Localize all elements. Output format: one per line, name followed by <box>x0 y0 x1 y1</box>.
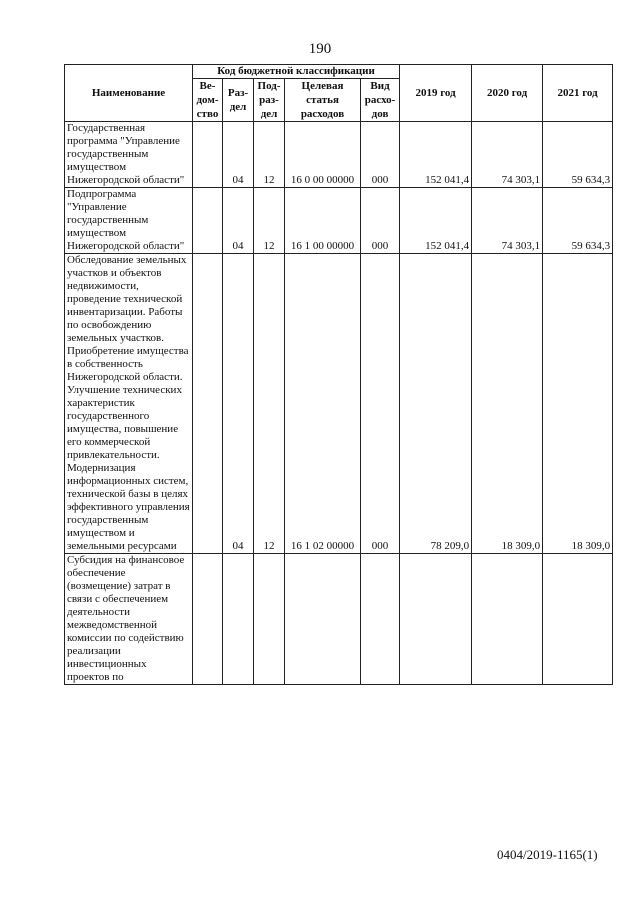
row-podrazdel: 12 <box>254 188 285 254</box>
row-2020: 18 309,0 <box>472 254 543 554</box>
document-code: 0404/2019-1165(1) <box>497 847 598 862</box>
row-2020 <box>472 554 543 685</box>
header-budget-code-group: Код бюджетной классификации <box>193 65 400 79</box>
table-row <box>65 254 613 554</box>
row-vid: 000 <box>361 188 400 254</box>
row-razdel: 04 <box>223 254 254 554</box>
row-target: 16 1 02 00000 <box>285 254 361 554</box>
row-vedomstvo <box>193 254 223 554</box>
header-2020: 2020 год <box>472 65 543 122</box>
row-razdel: 04 <box>223 122 254 188</box>
row-vedomstvo <box>193 554 223 685</box>
header-target: Целевая статья расходов <box>285 79 361 122</box>
header-row <box>65 65 613 79</box>
row-2021 <box>543 554 613 685</box>
row-razdel <box>223 554 254 685</box>
header-vedomstvo: Ве- дом- ство <box>193 79 223 122</box>
row-2019: 152 041,4 <box>400 122 472 188</box>
row-razdel: 04 <box>223 188 254 254</box>
row-vid: 000 <box>361 254 400 554</box>
row-target <box>285 554 361 685</box>
row-podrazdel: 12 <box>254 254 285 554</box>
row-vid <box>361 554 400 685</box>
header-vid: Вид расхо- дов <box>361 79 400 122</box>
row-2019: 152 041,4 <box>400 188 472 254</box>
table-body <box>65 122 613 685</box>
row-vedomstvo <box>193 122 223 188</box>
row-vid: 000 <box>361 122 400 188</box>
header-razdel: Раз- дел <box>223 79 254 122</box>
table-row <box>65 122 613 188</box>
row-2021: 59 634,3 <box>543 188 613 254</box>
table-header <box>65 65 613 122</box>
budget-table <box>64 64 613 685</box>
row-name: Обследование земельных участков и объектов недвижимости, проведение технической инвентаризации. Работы по освобождению земельных участков. Приобретение имущества в собственность Нижегородской области. Улучшение технических характеристик государственного имущества, повышение его коммерческой привлекательности. Модернизация информационных систем, технической базы в целях эффективного управления государственным имуществом и земельными ресурсами <box>65 254 193 554</box>
page-number: 190 <box>308 41 332 57</box>
table-row <box>65 188 613 254</box>
header-2019: 2019 год <box>400 65 472 122</box>
row-podrazdel: 12 <box>254 122 285 188</box>
row-name: Подпрограмма "Управление государственным имуществом Нижегородской области" <box>65 188 193 254</box>
row-target: 16 1 00 00000 <box>285 188 361 254</box>
table-row <box>65 554 613 685</box>
row-2019: 78 209,0 <box>400 254 472 554</box>
row-2021: 18 309,0 <box>543 254 613 554</box>
header-2021: 2021 год <box>543 65 613 122</box>
row-podrazdel <box>254 554 285 685</box>
row-2020: 74 303,1 <box>472 122 543 188</box>
row-vedomstvo <box>193 188 223 254</box>
row-2020: 74 303,1 <box>472 188 543 254</box>
header-podrazdel: Под- раз- дел <box>254 79 285 122</box>
row-2021: 59 634,3 <box>543 122 613 188</box>
header-name: Наименование <box>65 65 193 122</box>
row-2019 <box>400 554 472 685</box>
row-name: Субсидия на финансовое обеспечение (возмещение) затрат в связи с обеспечением деятельности межведомственной комиссии по содействию реализации инвестиционных проектов по <box>65 554 193 685</box>
row-target: 16 0 00 00000 <box>285 122 361 188</box>
row-name: Государственная программа "Управление государственным имуществом Нижегородской области" <box>65 122 193 188</box>
